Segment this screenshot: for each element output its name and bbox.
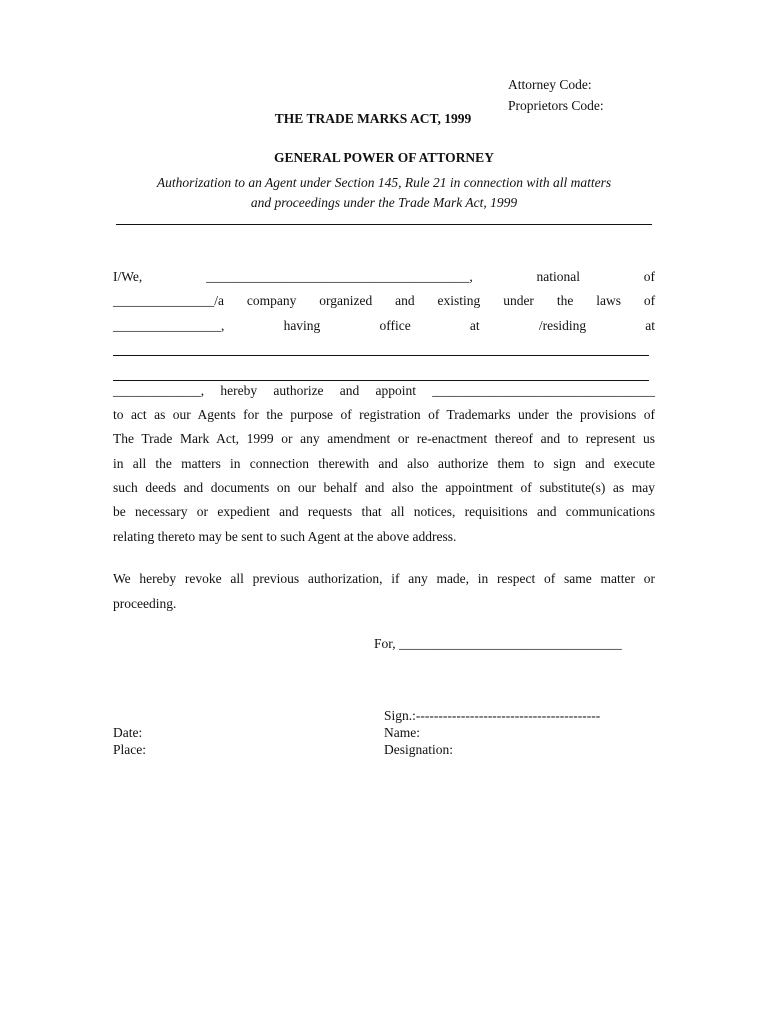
word: and xyxy=(395,293,415,308)
paragraph-1-line-1: to act as our Agents for the purpose of registration of Trademarks under the provisions of xyxy=(113,407,655,422)
word: laws xyxy=(596,293,621,308)
paragraph-1-line-2: The Trade Mark Act, 1999 or any amendment or re-enactment thereof and to represent us xyxy=(113,431,655,446)
word: /residing xyxy=(538,318,587,333)
paragraph-1-line-6: relating thereto may be sent to such Agent at the above address. xyxy=(113,529,457,544)
word: company xyxy=(246,293,297,308)
word: of xyxy=(643,293,656,308)
paragraph-1-line-3: in all the matters in connection therewith and also authorize them to sign and execute xyxy=(113,456,655,471)
address-blank-line-2[interactable] xyxy=(113,380,649,381)
address-end-blank[interactable]: _____________, xyxy=(113,383,205,398)
agent-name-blank[interactable]: _________________________________ xyxy=(432,383,656,398)
word: existing xyxy=(437,293,481,308)
address-blank-line-1[interactable] xyxy=(113,355,649,356)
name-label: Name: xyxy=(384,725,420,740)
date-label: Date: xyxy=(113,725,143,740)
subtitle-line-2: and proceedings under the Trade Mark Act, 1999 xyxy=(250,195,518,210)
iwe-label: I/We, xyxy=(113,269,143,284)
document-title: GENERAL POWER OF ATTORNEY xyxy=(274,150,494,165)
word: and xyxy=(339,383,360,398)
country-blank[interactable]: ________________, xyxy=(113,318,225,333)
place-label: Place: xyxy=(113,742,146,757)
name-blank[interactable]: _______________________________________, xyxy=(206,269,473,284)
header-divider xyxy=(116,224,652,225)
word: appoint xyxy=(375,383,417,398)
proprietors-code-label: Proprietors Code: xyxy=(508,98,604,113)
word: office xyxy=(379,318,411,333)
paragraph-2-line-2: proceeding. xyxy=(113,596,177,611)
codes-block xyxy=(508,74,604,116)
word: organized xyxy=(319,293,373,308)
subtitle-line-1: Authorization to an Agent under Section 145, Rule 21 in connection with all matters xyxy=(156,175,612,190)
document-subtitle xyxy=(110,173,658,213)
nationality-blank[interactable]: _______________/a xyxy=(113,293,224,308)
form-line-3 xyxy=(113,317,655,335)
paragraph-2-line-1: We hereby revoke all previous authorization, if any made, in respect of same matter or xyxy=(113,571,655,586)
word: hereby xyxy=(220,383,258,398)
designation-label: Designation: xyxy=(384,742,453,757)
word: having xyxy=(283,318,321,333)
for-signature-line[interactable]: For, _________________________________ xyxy=(374,636,622,651)
word: at xyxy=(469,318,480,333)
act-title: THE TRADE MARKS ACT, 1999 xyxy=(274,111,472,126)
word: authorize xyxy=(273,383,324,398)
form-line-2 xyxy=(113,292,655,310)
word: the xyxy=(556,293,574,308)
word: under xyxy=(503,293,534,308)
paragraph-1-line-4: such deeds and documents on our behalf and also the appointment of substitute(s) as may xyxy=(113,480,655,495)
paragraph-1-line-5: be necessary or expedient and requests that all notices, requisitions and communications xyxy=(113,504,655,519)
sign-field[interactable]: Sign.:----------------------------------------- xyxy=(384,708,601,723)
of-label: of xyxy=(643,269,655,284)
form-line-1 xyxy=(113,268,655,286)
attorney-code-label: Attorney Code: xyxy=(508,77,592,92)
form-line-6 xyxy=(113,382,655,400)
word: at xyxy=(645,318,656,333)
national-label: national xyxy=(536,269,580,284)
